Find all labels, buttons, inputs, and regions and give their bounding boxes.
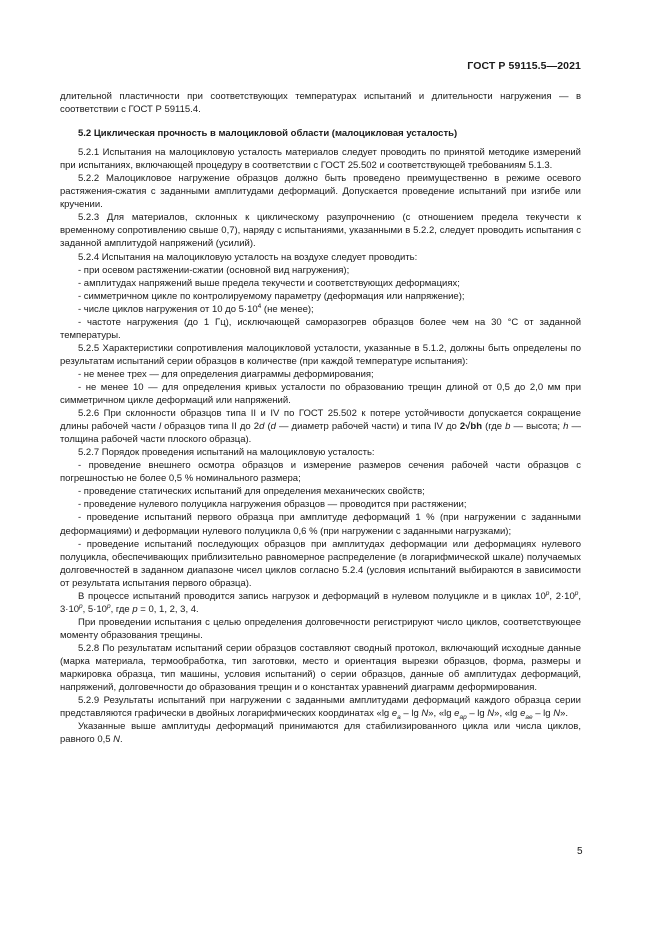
- durability-paragraph: При проведении испытания с целью определения долговечности регистрируют число циклов, соответствующее моменту образования трещины.: [60, 616, 581, 641]
- list-item: - числе циклов нагружения от 10 до $5\cdot 10^4$ (не менее);: [78, 302, 314, 315]
- list-item: - проведение испытаний первого образца при амплитуде деформаций 1 % (при нагружении с заданными деформациями) и деформации нулевого полуцикла 0,6 % (при нагружении с заданными нагрузками);: [60, 512, 581, 537]
- paragraph-5-2-6: 5.2.6 При склонности образцов типа II и IV по ГОСТ 25.502 к потере устойчивости допускается сокращение длины рабочей части l образцов типа II до 2d (d — диаметр рабочей части) и типа IV до 2√bh (где b — высота; h — толщина рабочей части плоского образца).: [60, 408, 582, 446]
- paragraph-5-2-9: 5.2.9 Результаты испытаний при нагружении с заданными амплитудами деформаций каждого образца серии представляются графически в двойных логарифмических координатах «lg $e_a$ – lg N», «lg $e_{ap}$ – lg N», «lg $e_{ae}$ – lg N».: [60, 695, 581, 722]
- intro-paragraph: длительной пластичности при соответствующих температурах испытаний и длительности нагружения — в соответствии с ГОСТ Р 59115.4.: [60, 91, 581, 116]
- standard-code: ГОСТ Р 59115.5—2021: [467, 60, 581, 72]
- list-item: - проведение внешнего осмотра образцов и измерение размеров сечения рабочей части образцов с погрешностью не более 0,5 % номинального размера;: [60, 460, 581, 485]
- paragraph-5-2-1: 5.2.1 Испытания на малоцикловую усталость материалов следует проводить по принятой методике измерений при испытаниях, включающей процедуру в соответствии с ГОСТ 25.502 и соответствующей требованиям 5.1.3.: [60, 147, 581, 172]
- paragraph-5-2-8: 5.2.8 По результатам испытаний серии образцов составляют сводный протокол, включающий исходные данные (марка материала, термообработка, тип заготовки, место и ориентация вырезки образцов, форма, размеры и маркировка образца, тип машины, условия испытаний) о серии образцов, данные об амплитудах деформаций, напряжений, долговечности до образования трещин и о константах уравнений диаграмм деформирования.: [60, 642, 581, 694]
- list-item: - проведение нулевого полуцикла нагружения образцов — проводится при растяжении;: [78, 499, 467, 511]
- recording-paragraph: В процессе испытаний проводится запись нагрузок и деформаций в нулевом полуцикле и в циклах 10$^p$, $2\cdot 10^p$, $3\cdot 10^p$, $5\cdot 10^p$, где p = 0, 1, 2, 3, 4.: [60, 589, 581, 615]
- list-item: - проведение статических испытаний для определения механических свойств;: [78, 486, 425, 498]
- list-item: - частоте нагружения (до 1 Гц), исключающей саморазогрев образцов более чем на 30 °С от заданной температуры.: [60, 316, 581, 341]
- paragraph-5-2-7: 5.2.7 Порядок проведения испытаний на малоцикловую усталость:: [78, 447, 375, 459]
- paragraph-5-2-4: 5.2.4 Испытания на малоцикловую усталость на воздухе следует проводить:: [78, 251, 418, 263]
- body-text: [60, 90, 581, 746]
- section-heading: 5.2 Циклическая прочность в малоцикловой области (малоцикловая усталость): [78, 128, 458, 140]
- page-number: 5: [577, 846, 583, 857]
- list-item: - не менее трех — для определения диаграммы деформирования;: [78, 368, 374, 380]
- list-item: - амплитудах напряжений выше предела текучести и соответствующих деформациях;: [78, 277, 460, 289]
- paragraph-5-2-5: 5.2.5 Характеристики сопротивления малоцикловой усталости, указанные в 5.1.2, должны быть определены по результатам испытаний серии образцов в количестве (при каждой температуре испытания):: [60, 342, 581, 367]
- list-item: - проведение испытаний последующих образцов при амплитудах деформации или деформациях нулевого полуцикла, обеспечивающих приблизительно равномерное распределение (в логарифмической шкале) получаемых долговечностей в заданном диапазоне чисел циклов согласно 5.2.4 (условия испытаний выбираются в зависимости от результата испытания первого образца).: [60, 538, 581, 589]
- root-bh-formula: 2√bh: [459, 421, 482, 433]
- list-item: - симметричном цикле по контролируемому параметру (деформация или напряжение);: [78, 290, 465, 302]
- paragraph-5-2-3: 5.2.3 Для материалов, склонных к циклическому разупрочнению (с отношением предела текучести к временному сопротивлению свыше 0,7), наряду с испытаниями, указанными в 5.2.2, следует проводить испытания с заданной амплитудой напряжений (усилий).: [60, 212, 581, 250]
- list-item: - не менее 10 — для определения кривых усталости по образованию трещин длиной от 0,5 до 2,0 мм при симметричном цикле деформаций или напряжений.: [60, 381, 581, 407]
- amplitude-note: Указанные выше амплитуды деформаций принимаются для стабилизированного цикла или числа циклов, равного 0,5 N.: [60, 721, 581, 746]
- list-item: - при осевом растяжении-сжатии (основной вид нагружения);: [78, 264, 350, 276]
- paragraph-5-2-2: 5.2.2 Малоцикловое нагружение образцов должно быть проведено преимущественно в режиме осевого растяжения-сжатия с заданными амплитудами деформаций. Допускается проведение испытаний при изгибе или кручении.: [60, 173, 581, 211]
